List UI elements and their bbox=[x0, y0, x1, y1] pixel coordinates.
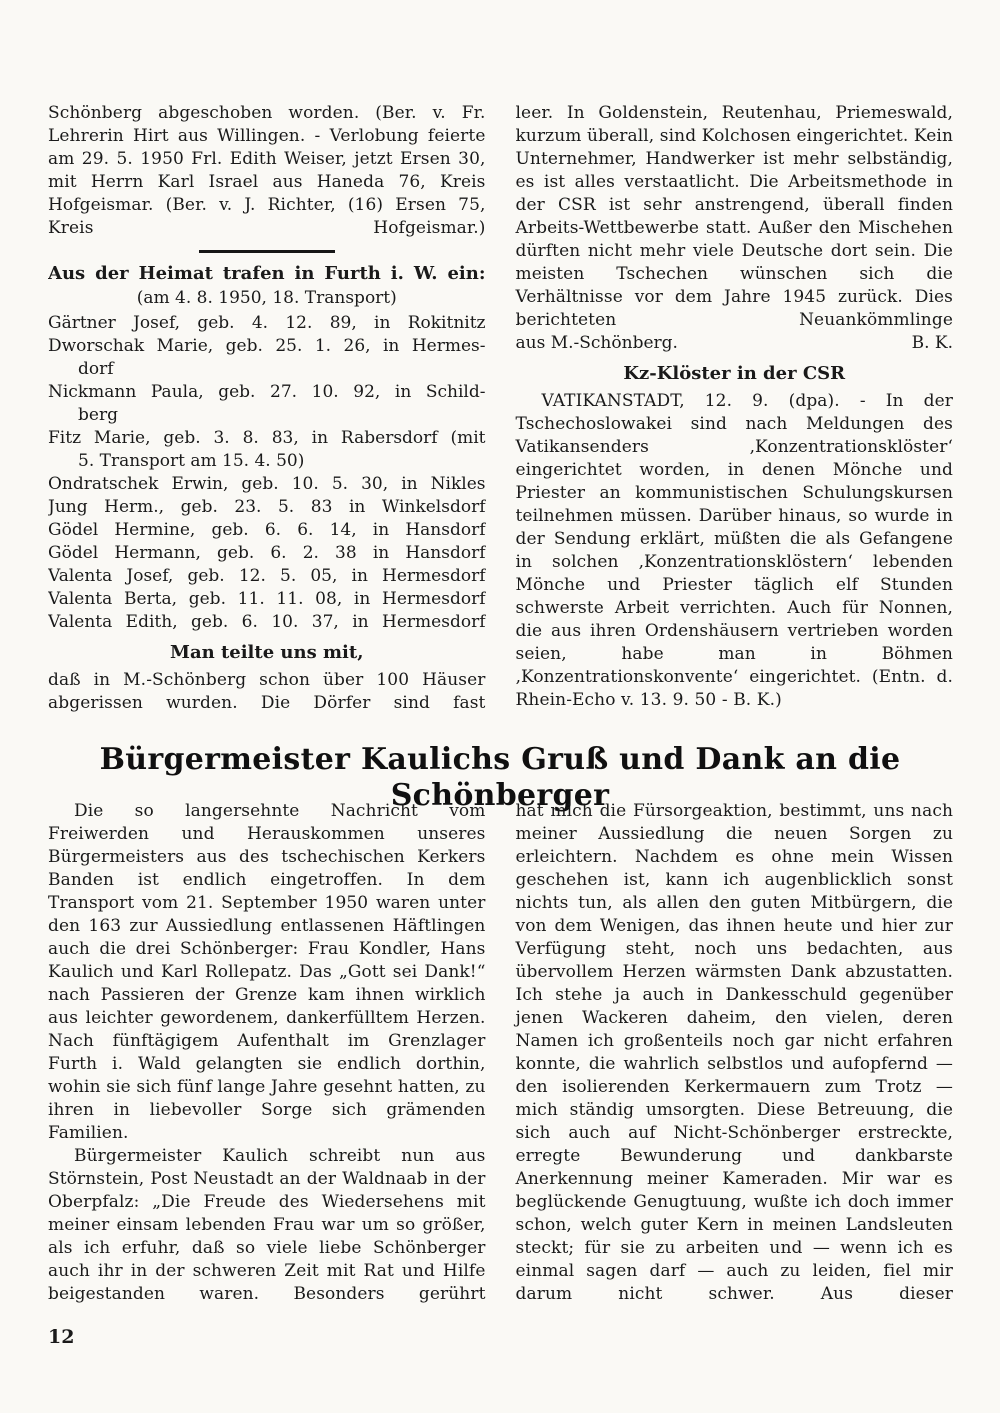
feature-paragraph: Die so langersehnte Nachricht vom Freiwerden und Herauskommen unseres Bürgermeisters aus des tschechischen Kerkers Banden ist endlich eingetroffen. In dem Transport vom 21. September 1950 waren unter den 163 zur Aussiedlung entlassenen Häftlingen auch die drei Schönberger: Frau Kondler, Hans Kaulich und Karl Rollepatz. Das „Gott sei Dank!“ nach Passieren der Grenze kam ihnen wirklich aus leichter gewordenem, dankerfülltem Herzen. Nach fünftägigem Aufenthalt im Grenzlager Furth i. Wald gelangten sie endlich dorthin, wohin sie sich fünf lange Jahre gesehnt hatten, zu ihren in liebevoller Sorge sich grämenden Familien. bbox=[48, 801, 486, 1143]
signoff-initials: B. K. bbox=[911, 333, 953, 353]
arrivals-subheading: (am 4. 8. 1950, 18. Transport) bbox=[136, 288, 397, 308]
continued-paragraph: Schönberg abgeschoben worden. (Ber. v. Fr. Lehrerin Hirt aus Willingen. - Verlobung feierte am 29. 5. 1950 Frl. Edith Weiser, jetzt Ersen 30, mit Herrn Karl Israel aus Haneda 76, Kreis Hofgeismar. (Ber. v. J. Richter, (16) Ersen 75, Kreis Hofgeismar.) bbox=[48, 103, 486, 238]
arrival-entry: Jung Herm., geb. 23. 5. 83 in Winkelsdorf bbox=[48, 497, 486, 517]
signoff-place: aus M.-Schönberg. bbox=[515, 333, 678, 353]
arrival-entry: Nickmann Paula, geb. 27. 10. 92, in Schild- bbox=[48, 382, 486, 402]
kz-article-body: VATIKANSTADT, 12. 9. (dpa). - In der Tschechoslowakei sind nach Meldungen des Vatikansenders ‚Konzentrationsklöster‘ eingerichtet worden, in denen Mönche und Priester an kommunistischen Schulungskursen teilnehmen müssen. Darüber hinaus, so wurde in der Sendung erklärt, müßten die als Gefangene in solchen ‚Konzentrationsklöstern‘ lebenden Mönche und Priester täglich elf Stunden schwerste Arbeit verrichten. Auch für Nonnen, die aus ihren Ordenshäusern vertrieben worden seien, habe man in Böhmen ‚Konzentrationskonvente‘ eingerichtet. (Entn. d. Rhein-Echo v. 13. 9. 50 - B. K.) bbox=[515, 391, 953, 710]
section-divider-rule bbox=[199, 250, 335, 253]
feature-article-section bbox=[48, 800, 953, 1352]
arrival-entry: Dworschak Marie, geb. 25. 1. 26, in Hermes- bbox=[48, 336, 486, 356]
continued-paragraph: leer. In Goldenstein, Reutenhau, Priemeswald, kurzum überall, sind Kolchosen eingerichtet. Kein Unternehmer, Handwerker ist mehr selbständig, es ist alles verstaatlicht. Die Arbeitsmethode in der CSR ist sehr anstrengend, überall finden Arbeits-Wettbewerbe statt. Außer den Mischehen dürften nicht mehr viele Deutsche dort sein. Die meisten Tschechen wünschen sich die Verhältnisse vor dem Jahre 1945 zurück. Dies berichteten Neuankömmlinge bbox=[515, 103, 953, 330]
arrival-entry: Gödel Hermine, geb. 6. 6. 14, in Hansdorf bbox=[48, 520, 486, 540]
arrival-entry: Valenta Josef, geb. 12. 5. 05, in Hermesdorf bbox=[48, 566, 486, 586]
notice-heading: Man teilte uns mit, bbox=[170, 642, 364, 663]
arrival-entry: Valenta Berta, geb. 11. 11. 08, in Hermesdorf bbox=[48, 589, 486, 609]
top-articles-section bbox=[48, 102, 953, 742]
arrival-entry: Valenta Edith, geb. 6. 10. 37, in Hermesdorf bbox=[48, 612, 486, 632]
top-right-column bbox=[516, 102, 954, 742]
feature-paragraph: hat mich die Fürsorgeaktion, bestimmt, uns nach meiner Aussiedlung die neuen Sorgen zu erleichtern. Nachdem es ohne mein Wissen geschehen ist, kann ich augenblicklich sonst nichts tun, als allen den guten Mitbürgern, die von dem Wenigen, das ihnen heute und hier zur Verfügung steht, noch uns bedachten, aus übervollem Herzen wärmsten Dank abzustatten. Ich stehe ja auch in Dankesschuld gegenüber jenen Wackeren daheim, den vielen, deren Namen ich großenteils noch gar nicht erfahren konnte, die wahrlich selbstlos und aufopfernd — den isolierenden Kerkermauern zum Trotz — mich ständig umsorgten. Diese Betreuung, die sich auch auf Nicht-Schönberger erstreckte, erregte Bewunderung und dankbarste Anerkennung meiner Kameraden. Mir war es beglückende Genugtuung, wußte ich doch immer schon, welch guter Kern in meinen Landsleuten steckt; für sie zu arbeiten und — wenn ich es einmal sagen darf — auch zu leiden, fiel mir darum nicht schwer. Aus dieser bbox=[515, 801, 953, 1304]
feature-left-column bbox=[48, 800, 486, 1352]
feature-paragraph: Bürgermeister Kaulich schreibt nun aus Störnstein, Post Neustadt an der Waldnaab in der Oberpfalz: „Die Freude des Wiedersehens mit meiner einsam lebenden Frau war um so größer, als ich erfuhr, daß so viele liebe Schönberger auch ihr in der schweren Zeit mit Rat und Hilfe beigestanden waren. Besonders gerührt bbox=[48, 1146, 486, 1304]
arrival-entry-continuation: berg bbox=[78, 405, 118, 425]
page-number: 12 bbox=[48, 1326, 75, 1348]
notice-body: daß in M.-Schönberg schon über 100 Häuser abgerissen wurden. Die Dörfer sind fast bbox=[48, 670, 486, 713]
kz-article-heading: Kz-Klöster in der CSR bbox=[623, 363, 846, 384]
arrivals-list bbox=[48, 312, 486, 634]
feature-right-column bbox=[516, 800, 954, 1352]
arrival-entry: Gödel Hermann, geb. 6. 2. 38 in Hansdorf bbox=[48, 543, 486, 563]
top-left-column bbox=[48, 102, 486, 742]
arrival-entry: Gärtner Josef, geb. 4. 12. 89, in Rokitnitz bbox=[48, 313, 486, 333]
arrivals-heading: Aus der Heimat trafen in Furth i. W. ein: bbox=[48, 263, 486, 284]
arrival-entry-continuation: dorf bbox=[78, 359, 114, 379]
feature-headline: Bürgermeister Kaulichs Gruß und Dank an die Schönberger bbox=[99, 742, 901, 813]
arrival-entry: Ondratschek Erwin, geb. 10. 5. 30, in Nikles bbox=[48, 474, 486, 494]
arrival-entry: Fitz Marie, geb. 3. 8. 83, in Rabersdorf (mit bbox=[48, 428, 486, 448]
arrival-entry-continuation: 5. Transport am 15. 4. 50) bbox=[78, 451, 305, 471]
article-signoff bbox=[516, 332, 954, 355]
